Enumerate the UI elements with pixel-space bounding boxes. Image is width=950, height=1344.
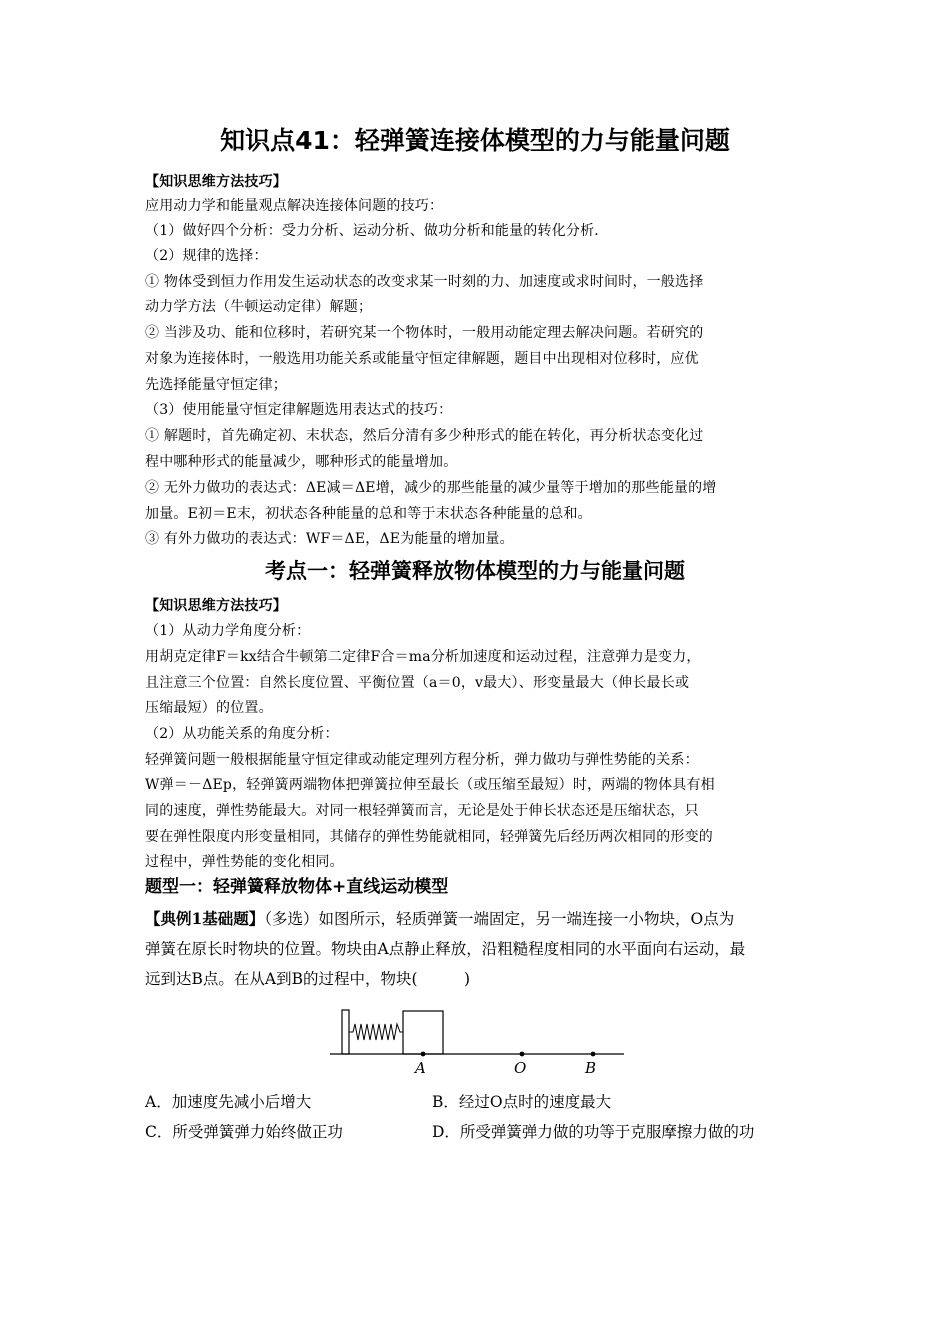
section-heading: 考点一：轻弹簧释放物体模型的力与能量问题 (265, 559, 685, 583)
option-c: C．所受弹簧弹力始终做正功 (145, 1123, 343, 1141)
section1-line: ① 物体受到恒力作用发生运动状态的改变求某一时刻的力、加速度或求时间时，一般选择 (145, 274, 704, 290)
section1-line: ② 无外力做功的表达式：ΔE减＝ΔE增，减少的那些能量的减少量等于增加的那些能量的增 (145, 480, 717, 496)
section1-line: （3）使用能量守恒定律解题选用表达式的技巧： (145, 402, 453, 418)
section2-line: 且注意三个位置：自然长度位置、平衡位置（a＝0，v最大）、形变量最大（伸长最长或 (145, 675, 690, 691)
section2-line: 同的速度，弹性势能最大。对同一根轻弹簧而言，无论是处于伸长状态还是压缩状态，只 (145, 803, 699, 819)
section1-line: ① 解题时，首先确定初、末状态，然后分清有多少种形式的能在转化，再分析状态变化过 (145, 428, 704, 444)
section1-line: （2）规律的选择： (145, 248, 268, 264)
subsection-heading: 题型一：轻弹簧释放物体+直线运动模型 (145, 877, 449, 897)
figure-label-a: A (415, 1059, 426, 1077)
section1-line: 先选择能量守恒定律； (145, 377, 287, 393)
option-b: B．经过O点时的速度最大 (432, 1093, 612, 1111)
section2-header: 【知识思维方法技巧】 (145, 598, 287, 614)
section2-line: （2）从功能关系的角度分析： (145, 726, 339, 742)
example-line (145, 905, 734, 933)
section1-line: ③ 有外力做功的表达式：WF＝ΔE，ΔE为能量的增加量。 (145, 531, 514, 547)
section1-line: ② 当涉及功、能和位移时，若研究某一个物体时，一般用动能定理去解决问题。若研究的 (145, 325, 704, 341)
section2-line: （1）从动力学角度分析： (145, 623, 311, 639)
example-line: 远到达B点。在从A到B的过程中，物块( ) (145, 970, 471, 988)
option-a: A．加速度先减小后增大 (145, 1093, 312, 1111)
option-d: D．所受弹簧弹力做的功等于克服摩擦力做的功 (432, 1123, 755, 1141)
section1-line: 动力学方法（牛顿运动定律）解题； (145, 299, 373, 315)
section2-line: W弹＝－ΔEp，轻弹簧两端物体把弹簧拉伸至最长（或压缩至最短）时，两端的物体具有相 (145, 777, 715, 793)
example-text: （多选）如图所示，轻质弹簧一端固定，另一端连接一小物块，O点为 (264, 910, 735, 928)
section2-line: 压缩最短）的位置。 (145, 700, 273, 716)
section1-header: 【知识思维方法技巧】 (145, 174, 287, 190)
section2-line: 要在弹性限度内形变量相同，其储存的弹性势能就相同，轻弹簧先后经历两次相同的形变的 (145, 829, 713, 845)
spring-block-figure (328, 1005, 628, 1080)
example-tag: 【典例1基础题】 (145, 909, 265, 928)
page-title: 知识点41：轻弹簧连接体模型的力与能量问题 (220, 126, 730, 155)
figure-label-o: O (514, 1059, 527, 1077)
section1-line: （1）做好四个分析：受力分析、运动分析、做功分析和能量的转化分析. (145, 223, 599, 239)
section2-line: 轻弹簧问题一般根据能量守恒定律或动能定理列方程分析，弹力做功与弹性势能的关系： (145, 752, 699, 768)
section2-line: 用胡克定律F＝kx结合牛顿第二定律F合＝ma分析加速度和运动过程，注意弹力是变力， (145, 649, 701, 665)
section1-line: 应用动力学和能量观点解决连接体问题的技巧： (145, 198, 444, 214)
section1-line: 程中哪种形式的能量减少，哪种形式的能量增加。 (145, 454, 458, 470)
section2-line: 过程中，弹性势能的变化相同。 (145, 854, 344, 870)
section1-line: 对象为连接体时，一般选用功能关系或能量守恒定律解题，题目中出现相对位移时，应优 (145, 351, 699, 367)
section1-line: 加量。E初＝E末，初状态各种能量的总和等于末状态各种能量的总和。 (145, 506, 592, 522)
example-line: 弹簧在原长时物块的位置。物块由A点静止释放，沿粗糙程度相同的水平面向右运动，最 (145, 940, 746, 958)
figure-label-b: B (585, 1059, 597, 1077)
